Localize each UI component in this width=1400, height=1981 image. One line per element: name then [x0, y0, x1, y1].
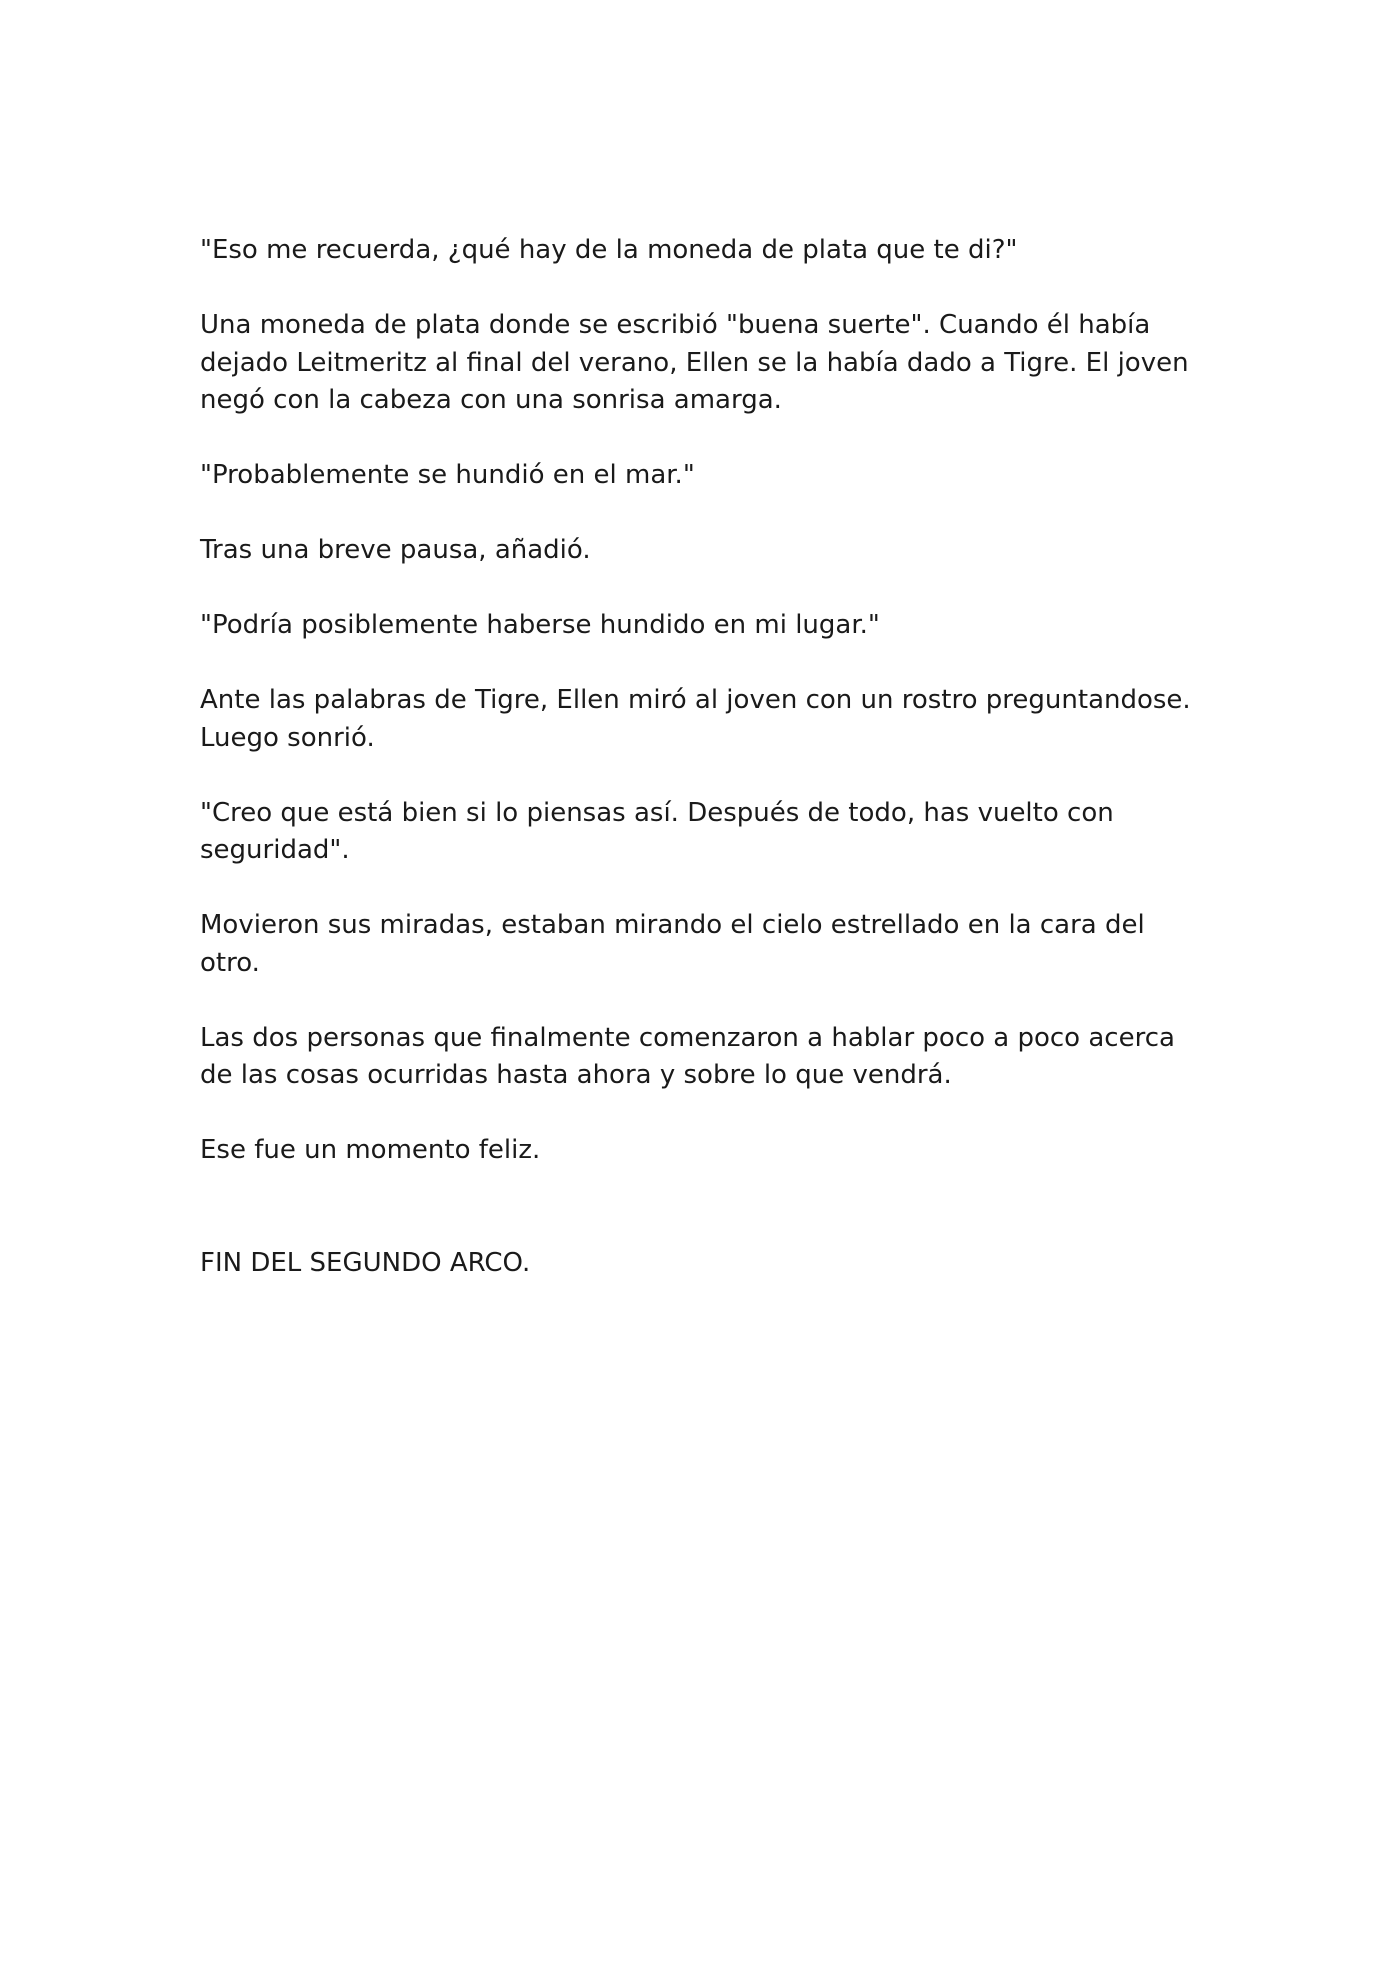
paragraph: "Probablemente se hundió en el mar."	[200, 460, 695, 490]
paragraph: Movieron sus miradas, estaban mirando el cielo estrellado en la cara del otro.	[200, 910, 1145, 978]
paragraph: Una moneda de plata donde se escribió "buena suerte". Cuando él había dejado Leitmeritz al final del verano, Ellen se la había dado a Tigre. El joven negó con la cabeza con una sonrisa amarga.	[200, 310, 1189, 415]
paragraph: "Eso me recuerda, ¿qué hay de la moneda de plata que te di?"	[200, 235, 1018, 265]
paragraph: Tras una breve pausa, añadió.	[200, 535, 591, 565]
paragraph: Las dos personas que finalmente comenzaron a hablar poco a poco acerca de las cosas ocurridas hasta ahora y sobre lo que vendrá.	[200, 1022, 1175, 1090]
paragraph: "Podría posiblemente haberse hundido en mi lugar."	[200, 610, 880, 640]
paragraph: Ese fue un momento feliz.	[200, 1135, 541, 1165]
arc-end-note: FIN DEL SEGUNDO ARCO.	[200, 1247, 531, 1278]
paragraph: "Creo que está bien si lo piensas así. Después de todo, has vuelto con seguridad".	[200, 797, 1114, 865]
paragraph: Ante las palabras de Tigre, Ellen miró al joven con un rostro preguntandose. Luego sonrió.	[200, 685, 1191, 753]
document-body	[200, 232, 1210, 1320]
